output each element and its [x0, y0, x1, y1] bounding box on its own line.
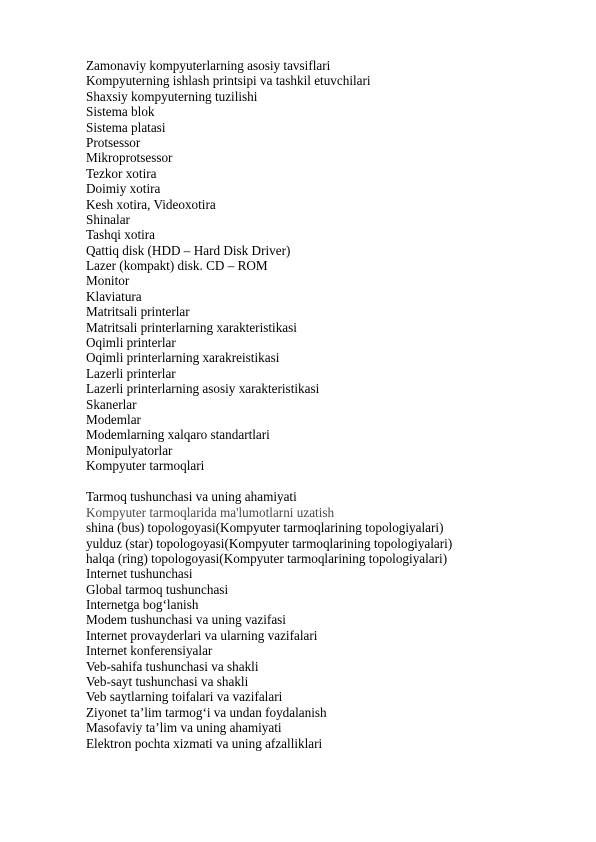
list-item: yulduz (star) topologoyasi(Kompyuter tarmoqlarining topologiyalari): [86, 535, 453, 551]
list-item: Kompyuter tarmoqlari: [86, 458, 205, 474]
list-item: Kesh xotira, Videoxotira: [86, 196, 216, 212]
list-item: Skanerlar: [86, 396, 137, 412]
list-item: Veb saytlarning toifalari va vazifalari: [86, 689, 283, 705]
list-item: Oqimli printerlar: [86, 335, 176, 351]
list-item: Veb-sahifa tushunchasi va shakli: [86, 658, 259, 674]
list-item: Matritsali printerlarning xarakteristikasi: [86, 319, 297, 335]
topic-list-hardware: [86, 58, 576, 474]
list-item: Sistema platasi: [86, 119, 166, 135]
list-item: Kompyuterning ishlash printsipi va tashkil etuvchilari: [86, 73, 371, 89]
list-item: Matritsali printerlar: [86, 304, 190, 320]
list-item: Elektron pochta xizmati va uning afzalliklari: [86, 735, 323, 751]
list-item: Shaxsiy kompyuterning tuzilishi: [86, 88, 258, 104]
list-item: Zamonaviy kompyuterlarning asosiy tavsiflari: [86, 58, 331, 73]
list-item: Modemlarning xalqaro standartlari: [86, 427, 270, 443]
list-item: Lazerli printerlarning asosiy xarakteristikasi: [86, 381, 320, 397]
list-item: Monitor: [86, 273, 130, 289]
list-item: Tashqi xotira: [86, 227, 156, 243]
list-item: Monipulyatorlar: [86, 442, 173, 458]
list-item: Veb-sayt tushunchasi va shakli: [86, 674, 249, 690]
list-item: Masofaviy ta’lim va uning ahamiyati: [86, 720, 282, 736]
list-item: Protsessor: [86, 134, 141, 150]
topic-list-networks: [86, 489, 576, 751]
list-item: Tarmoq tushunchasi va uning ahamiyati: [86, 489, 297, 505]
list-item: Oqimli printerlarning xarakreistikasi: [86, 350, 280, 366]
list-item: Global tarmoq tushunchasi: [86, 581, 229, 597]
list-item: Kompyuter tarmoqlarida ma'lumotlarni uzatish: [86, 504, 335, 520]
list-item: Klaviatura: [86, 288, 142, 304]
list-item: Tezkor xotira: [86, 165, 157, 181]
list-item: Internet konferensiyalar: [86, 643, 213, 659]
list-item: halqa (ring) topologoyasi(Kompyuter tarmoqlarining topologiyalari): [86, 550, 448, 566]
list-item: Sistema blok: [86, 104, 155, 120]
list-item: shina (bus) topologoyasi(Kompyuter tarmoqlarining topologiyalari): [86, 520, 444, 536]
list-item: Ziyonet ta’lim tarmog‘i va undan foydalanish: [86, 704, 327, 720]
list-item: Modem tushunchasi va uning vazifasi: [86, 612, 286, 628]
list-item: Shinalar: [86, 211, 130, 227]
list-item: Lazerli printerlar: [86, 365, 176, 381]
list-item: Mikroprotsessor: [86, 150, 173, 166]
list-item: Modemlar: [86, 411, 141, 427]
list-item: Qattiq disk (HDD – Hard Disk Driver): [86, 242, 291, 258]
list-item: Doimiy xotira: [86, 181, 161, 197]
list-item: Lazer (kompakt) disk. CD – ROM: [86, 258, 268, 274]
list-item: Internetga bog‘lanish: [86, 597, 199, 613]
section-gap: [86, 474, 576, 490]
list-item: Internet provayderlari va ularning vazifalari: [86, 627, 318, 643]
list-item: Internet tushunchasi: [86, 566, 193, 582]
document-page: [86, 58, 576, 751]
